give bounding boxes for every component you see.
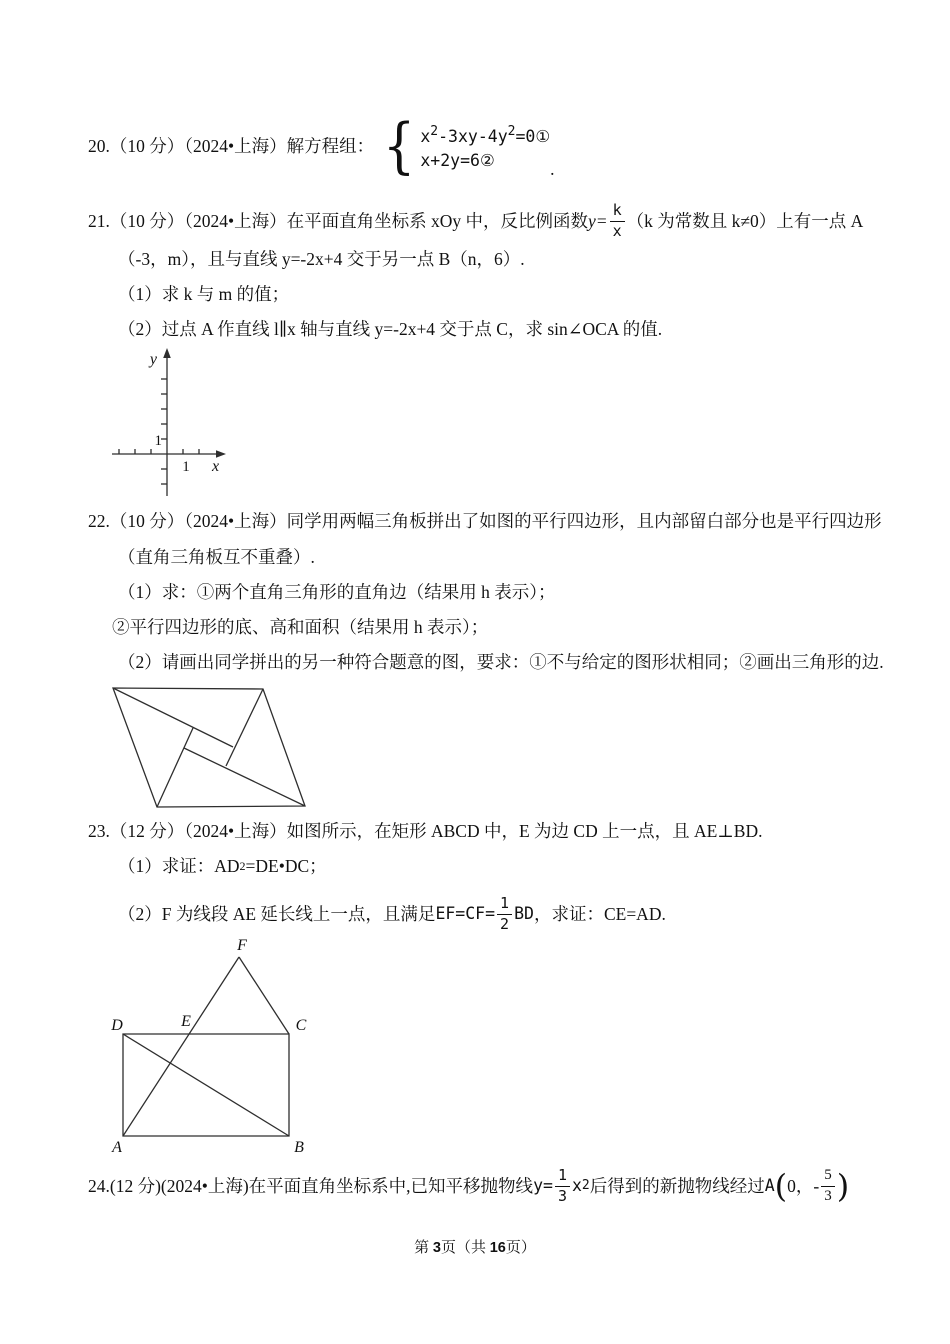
- y-equals: y=: [533, 1176, 553, 1195]
- circled-one: ①: [535, 126, 551, 146]
- problem-21-part1: [118, 281, 289, 307]
- fraction-k-over-x: [610, 200, 625, 240]
- problem-21-line2-text: （-3，m），且与直线 y=-2x+4 交于另一点 B（n，6）.: [118, 249, 525, 269]
- fraction-one-third: [555, 1165, 570, 1205]
- x-variable: x: [571, 1176, 582, 1195]
- circled-two: ②: [479, 150, 495, 170]
- problem-24-after: 后得到的新抛物线经过: [589, 1176, 765, 1196]
- y-equals: y=: [588, 211, 608, 231]
- footer-text: 页（共: [440, 1240, 490, 1256]
- fraction-numerator: 1: [557, 1165, 567, 1184]
- page-footer: [0, 1236, 950, 1257]
- point-a-label: A: [764, 1176, 775, 1195]
- ef-cf-equation: EF=CF=: [435, 904, 496, 923]
- system-brace: {: [383, 111, 416, 181]
- x-tick-label: 1: [182, 459, 190, 475]
- problem-23-line1: [88, 818, 762, 844]
- vertex-label-e: E: [181, 1013, 191, 1030]
- problem-22-part2: [118, 649, 884, 675]
- eq1-term: x: [420, 126, 431, 146]
- problem-22-part1a-text: （1）求：①两个直角三角形的直角边（结果用 h 表示）；: [118, 582, 556, 602]
- problem-21-part1-text: （1）求 k 与 m 的值；: [118, 284, 290, 304]
- problem-22-line1: [88, 508, 882, 534]
- problem-22-part1a: [118, 579, 556, 605]
- eq1-exponent: 2: [430, 123, 439, 139]
- minus-sign: -: [813, 1176, 820, 1196]
- problem-21-part2: [118, 316, 662, 342]
- sentence-period: .: [550, 159, 555, 179]
- parallelogram-outline: [113, 688, 305, 807]
- problem-22-line2-text: （直角三角板互不重叠）.: [118, 547, 315, 567]
- problem-23-part1-pre: （1）求证：AD: [118, 856, 240, 876]
- fraction-one-half: [497, 893, 512, 933]
- fraction-denominator: 3: [821, 1186, 835, 1205]
- footer-text: 第: [414, 1240, 433, 1256]
- x-axis-arrow-icon: [216, 450, 226, 458]
- equation-1: [420, 122, 550, 147]
- problem-23-part2-pre: （2）F 为线段 AE 延长线上一点，且满足: [118, 904, 436, 924]
- total-page-number: 16: [489, 1240, 506, 1256]
- problem-24-intro: (12 分)(2024•上海)在平面直角坐标系中,已知平移抛物线: [109, 1176, 534, 1196]
- problem-21-number: 21.: [88, 211, 110, 231]
- y-axis-label: y: [149, 351, 157, 368]
- fig-rectangle: [95, 936, 325, 1162]
- equation-system: [420, 122, 550, 171]
- y-tick-label: 1: [154, 433, 162, 449]
- problem-23-part2: [118, 891, 666, 937]
- eq1-exponent: 2: [507, 123, 516, 139]
- equation-2: [420, 151, 550, 171]
- vertex-label-a: A: [112, 1139, 122, 1156]
- eq2-term: x+2y=6: [420, 150, 480, 170]
- x-axis-label: x: [212, 458, 220, 475]
- current-page-number: 3: [432, 1240, 441, 1256]
- footer-text: 页）: [505, 1240, 536, 1256]
- problem-21-intro: （10 分）（2024•上海）在平面直角坐标系 xOy 中，反比例函数: [109, 211, 589, 231]
- problem-22-part1b-text: ②平行四边形的底、高和面积（结果用 h 表示）；: [112, 617, 489, 637]
- problem-21-condition: （k 为常数且 k≠0）上有一点 A: [626, 211, 864, 231]
- problem-23-part1-post: =DE•DC；: [245, 856, 327, 876]
- problem-23-number: 23.: [88, 821, 110, 841]
- problem-22-part2-text: （2）请画出同学拼出的另一种符合题意的图，要求：①不与给定的图形状相同；②画出三角形的边.: [118, 652, 884, 672]
- coordinate-x-value: 0，: [787, 1176, 814, 1196]
- problem-20-intro: （10 分）（2024•上海）解方程组：: [109, 136, 375, 156]
- fig-parallelogram: [105, 681, 315, 815]
- problem-20-number: 20.: [88, 136, 110, 156]
- problem-21-part2-text: （2）过点 A 作直线 l∥x 轴与直线 y=-2x+4 交于点 C，求 sin∠OCA 的值.: [118, 319, 663, 339]
- fraction-denominator: x: [610, 221, 625, 240]
- close-paren: ): [836, 1167, 850, 1205]
- open-paren: (: [774, 1167, 788, 1205]
- ad-exponent: 2: [239, 859, 246, 873]
- problem-22-part1b: [112, 614, 488, 640]
- problem-23-part2-post: ，求证：CE=AD.: [533, 904, 666, 924]
- fig-coordinate-system: [100, 348, 250, 503]
- problem-22-number: 22.: [88, 511, 110, 531]
- vertex-label-f: F: [237, 937, 247, 954]
- problem-21-line1: [88, 198, 863, 244]
- y-axis-arrow-icon: [163, 348, 171, 358]
- bd-term: BD: [514, 904, 534, 923]
- vertex-label-c: C: [295, 1017, 307, 1034]
- fraction-denominator: 3: [555, 1186, 570, 1205]
- fraction-denominator: 2: [497, 914, 512, 933]
- problem-23-part1: [118, 853, 327, 879]
- problem-22-line2: [118, 544, 315, 570]
- eq1-term: -3xy-4y: [438, 126, 508, 146]
- problem-21-line2: [118, 246, 525, 272]
- vertex-label-d: D: [111, 1017, 123, 1034]
- fraction-numerator: 5: [824, 1166, 832, 1183]
- problem-24: [88, 1160, 849, 1212]
- fraction-numerator: 1: [500, 893, 510, 912]
- problem-20: [88, 110, 555, 182]
- problem-24-number: 24.: [88, 1176, 110, 1196]
- fraction-numerator: k: [612, 200, 622, 219]
- problem-23-line1-text: （12 分）（2024•上海）如图所示，在矩形 ABCD 中，E 为边 CD 上一点，且 AE⊥BD.: [109, 821, 763, 841]
- x-exponent: 2: [581, 1178, 590, 1193]
- vertex-label-b: B: [294, 1139, 304, 1156]
- eq1-term: =0: [515, 126, 536, 146]
- problem-22-line1-text: （10 分）（2024•上海）同学用两幅三角板拼出了如图的平行四边形，且内部留白部分也是平行四边形: [109, 511, 882, 531]
- fraction-five-thirds: [821, 1168, 835, 1205]
